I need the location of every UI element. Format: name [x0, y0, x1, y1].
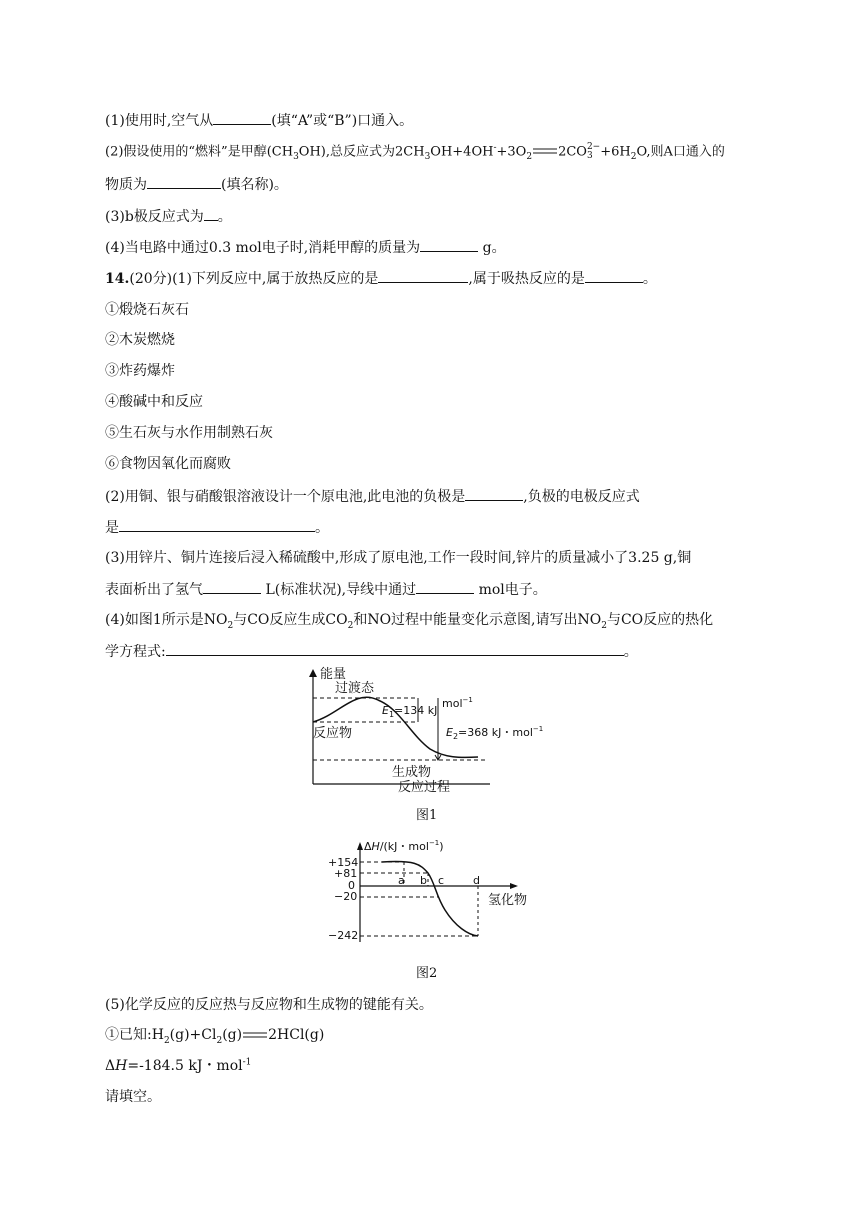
e2-label: $E_2=368$ kJ・mol$^{-1}$ [446, 725, 544, 741]
option-4: ④酸碱中和反应 [105, 394, 203, 410]
text: 2CO [558, 144, 587, 160]
text: OH+4OH [430, 144, 494, 160]
subscript: 2 [630, 152, 637, 163]
equals-sign-icon [242, 1025, 268, 1045]
point-label: d [473, 874, 480, 887]
text: +3O [496, 144, 527, 160]
figure1-caption: 图1 [416, 808, 438, 823]
subscript: 2 [347, 620, 354, 631]
energy-diagram-figure1 [300, 664, 544, 796]
text: 与CO反应的热化 [606, 612, 714, 628]
option-5: ⑤生石灰与水作用制熟石灰 [105, 425, 273, 441]
q14-part5-equation [105, 1025, 324, 1045]
answer-blank[interactable] [213, 110, 271, 125]
option-3: ③炸药爆炸 [105, 363, 175, 379]
q13-part4 [105, 237, 506, 258]
subscript: 3 [424, 152, 431, 163]
text: (填名称)。 [221, 177, 288, 193]
subscript: 2 [227, 620, 234, 631]
tick-label: +154 [328, 856, 359, 869]
ion-charge [587, 143, 600, 161]
text: 2HCl(g) [268, 1027, 325, 1043]
text: (4)当电路中通过0.3 mol电子时,消耗甲醇的质量为 [105, 240, 421, 256]
e1-label: $E_1=134$ kJ [382, 704, 438, 719]
y-axis-label: 能量 [320, 667, 347, 682]
tick-label: −20 [334, 890, 358, 903]
text: (3)b极反应式为 [105, 209, 204, 225]
text: 和NO过程中能量变化示意图,请写出NO [353, 612, 602, 628]
text: OH),总反应式为2CH [298, 144, 425, 160]
text: 学方程式: [105, 644, 166, 660]
point-label: b [420, 874, 427, 887]
answer-blank[interactable] [420, 237, 478, 252]
q14-part2-cont [105, 517, 329, 538]
superscript: -1 [242, 1057, 252, 1068]
text: 表面析出了氢气 [105, 582, 203, 598]
text: ①已知:H [105, 1027, 164, 1043]
text: 。 [315, 520, 329, 536]
q14-header [105, 268, 657, 289]
subscript: 2 [601, 620, 607, 631]
enthalpy-diagram-figure2 [320, 838, 540, 950]
text: 。 [623, 644, 638, 660]
equals-sign-icon [532, 142, 558, 162]
x-axis-arrow-icon [510, 883, 518, 889]
x-axis-label: 氢化物 [488, 893, 528, 908]
text: ,属于吸热反应的是 [468, 271, 585, 287]
text: Δ [105, 1058, 116, 1074]
option-6: ⑥食物因氧化而腐败 [105, 456, 231, 472]
subscript: 3 [586, 151, 593, 161]
text: (g)+Cl [169, 1027, 217, 1043]
q14-part5-instruction: 请填空。 [105, 1089, 161, 1105]
text: (20分)(1)下列反应中,属于放热反应的是 [129, 271, 379, 287]
answer-blank[interactable] [203, 579, 261, 594]
y-axis-arrow-icon [357, 842, 363, 850]
text: 是 [105, 520, 119, 536]
subscript: 2 [526, 152, 533, 163]
option-2: ②木炭燃烧 [105, 332, 175, 348]
superscript: 2− [586, 142, 601, 152]
answer-blank[interactable] [465, 486, 523, 501]
answer-blank[interactable] [585, 268, 643, 283]
q13-part3 [105, 206, 232, 227]
answer-blank[interactable] [416, 579, 474, 594]
text: (2)用铜、银与硝酸银溶液设计一个原电池,此电池的负极是 [105, 489, 466, 505]
text: 。 [217, 209, 232, 225]
text: (2)假设使用的“燃料”是甲醇(CH [105, 144, 294, 160]
q13-part1 [105, 110, 413, 131]
text: 与CO反应生成CO [233, 612, 348, 628]
text: L(标准状况),导线中通过 [261, 582, 417, 598]
text: (1)使用时,空气从 [105, 113, 214, 129]
text: (填“A”或“B”)口通入。 [271, 113, 414, 129]
q14-part2 [105, 486, 640, 507]
subscript: 2 [163, 1035, 170, 1046]
product-label: 生成物 [392, 765, 432, 780]
text: 。 [642, 271, 657, 287]
answer-blank[interactable] [147, 174, 221, 189]
y-axis-arrow-icon [309, 669, 317, 677]
e1-unit: mol$^{-1}$ [442, 696, 473, 710]
text: (3)用锌片、铜片连接后浸入稀硫酸中,形成了原电池,工作一段时间,锌片的质量减小了3.25 g,铜 [105, 550, 692, 566]
text: ,负极的电极反应式 [523, 489, 640, 505]
q14-part5: (5)化学反应的反应热与反应物和生成物的键能有关。 [105, 997, 433, 1013]
q14-part5-dh [105, 1056, 251, 1076]
q13-part2-cont [105, 174, 288, 195]
option-1: ①煅烧石灰石 [105, 302, 189, 318]
text: (4)如图1所示是NO [105, 612, 228, 628]
text: 物质为 [105, 177, 147, 193]
reactant-label: 反应物 [313, 726, 353, 741]
superscript: - [493, 143, 497, 154]
tick-label: +81 [334, 867, 358, 880]
q14-part4-cont [105, 641, 638, 662]
answer-blank[interactable] [378, 268, 468, 283]
y-axis-label: ΔH/(kJ・mol$^{-1}$) [364, 839, 444, 853]
q14-part4 [105, 610, 713, 630]
text: H [115, 1058, 128, 1074]
subscript: 2 [216, 1035, 223, 1046]
q13-part2 [105, 142, 725, 163]
question-number: 14. [105, 271, 130, 287]
text: (g) [222, 1027, 243, 1043]
text: mol电子。 [474, 582, 547, 598]
figure2-caption: 图2 [416, 966, 438, 981]
tick-label: 0 [348, 879, 355, 892]
answer-blank[interactable] [119, 517, 315, 532]
answer-blank[interactable] [204, 206, 218, 221]
text: +6H [600, 144, 631, 160]
point-label: a [398, 874, 405, 887]
text: g。 [478, 240, 506, 256]
transition-state-label: 过渡态 [335, 681, 375, 696]
subscript: 3 [293, 152, 299, 163]
answer-blank[interactable] [166, 641, 624, 656]
q14-part3 [105, 548, 691, 568]
q14-part3-cont [105, 579, 547, 600]
x-axis-label: 反应过程 [398, 780, 451, 795]
text: O,则A口通入的 [636, 144, 725, 160]
point-label: c [438, 874, 445, 887]
tick-label: −242 [328, 929, 359, 942]
text: =-184.5 kJ・mol [127, 1058, 243, 1074]
